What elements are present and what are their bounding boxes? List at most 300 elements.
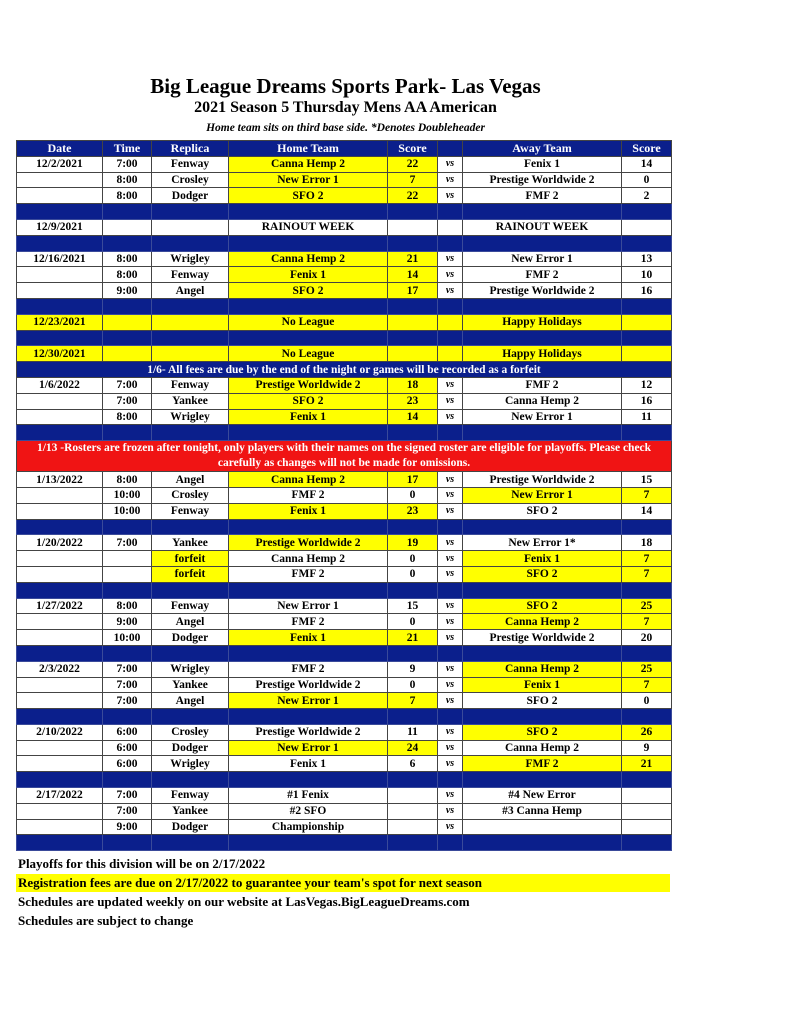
time-cell: 8:00 — [103, 409, 152, 425]
home-team-cell: FMF 2 — [229, 487, 388, 503]
table-row — [17, 535, 672, 551]
spacer-row — [17, 204, 672, 220]
away-team-cell: Canna Hemp 2 — [463, 740, 622, 756]
header-away-team: Away Team — [463, 141, 622, 157]
away-score-cell — [622, 219, 672, 235]
table-row — [17, 551, 672, 567]
table-row — [17, 819, 672, 835]
time-cell: 8:00 — [103, 472, 152, 488]
home-team-cell: Prestige Worldwide 2 — [229, 535, 388, 551]
table-row — [17, 803, 672, 819]
replica-cell: Fenway — [152, 377, 229, 393]
home-team-cell: Prestige Worldwide 2 — [229, 377, 388, 393]
home-team-cell: FMF 2 — [229, 661, 388, 677]
header-replica: Replica — [152, 141, 229, 157]
spacer-cell — [622, 425, 672, 441]
spacer-cell — [438, 235, 463, 251]
change-note: Schedules are subject to change — [18, 913, 194, 928]
time-cell: 10:00 — [103, 630, 152, 646]
spacer-cell — [229, 835, 388, 851]
table-row — [17, 472, 672, 488]
website-note: Schedules are updated weekly on our website at LasVegas.BigLeagueDreams.com — [18, 894, 470, 909]
header-vs — [438, 141, 463, 157]
replica-cell — [152, 219, 229, 235]
home-team-cell: #2 SFO — [229, 803, 388, 819]
away-team-cell: Happy Holidays — [463, 346, 622, 362]
away-team-cell — [463, 819, 622, 835]
table-row — [17, 677, 672, 693]
spacer-cell — [438, 330, 463, 346]
time-cell — [103, 566, 152, 582]
spacer-cell — [229, 772, 388, 788]
vs-cell: vs — [438, 677, 463, 693]
spacer-cell — [622, 835, 672, 851]
away-score-cell: 13 — [622, 251, 672, 267]
spacer-cell — [388, 330, 438, 346]
spacer-cell — [463, 330, 622, 346]
spacer-row — [17, 519, 672, 535]
away-team-cell: Prestige Worldwide 2 — [463, 472, 622, 488]
away-team-cell: Prestige Worldwide 2 — [463, 630, 622, 646]
spacer-cell — [229, 582, 388, 598]
spacer-cell — [622, 772, 672, 788]
date-cell: 1/20/2022 — [17, 535, 103, 551]
away-team-cell: Canna Hemp 2 — [463, 661, 622, 677]
table-row — [17, 314, 672, 330]
replica-cell: Wrigley — [152, 756, 229, 772]
vs-cell: vs — [438, 740, 463, 756]
away-team-cell: SFO 2 — [463, 693, 622, 709]
home-score-cell: 17 — [388, 283, 438, 299]
date-cell: 2/17/2022 — [17, 788, 103, 804]
time-cell: 7:00 — [103, 661, 152, 677]
spacer-cell — [17, 204, 103, 220]
date-cell: 1/13/2022 — [17, 472, 103, 488]
time-cell: 8:00 — [103, 172, 152, 188]
time-cell — [103, 314, 152, 330]
spacer-row — [17, 330, 672, 346]
away-team-cell: Prestige Worldwide 2 — [463, 283, 622, 299]
away-score-cell — [622, 788, 672, 804]
away-score-cell: 11 — [622, 409, 672, 425]
home-team-cell: SFO 2 — [229, 188, 388, 204]
table-row — [17, 503, 672, 519]
date-cell — [17, 188, 103, 204]
vs-cell: vs — [438, 788, 463, 804]
vs-cell: vs — [438, 693, 463, 709]
home-team-cell: Fenix 1 — [229, 630, 388, 646]
spacer-row — [17, 835, 672, 851]
spacer-row — [17, 582, 672, 598]
away-score-cell: 7 — [622, 487, 672, 503]
away-team-cell: #4 New Error — [463, 788, 622, 804]
away-score-cell: 25 — [622, 661, 672, 677]
table-row — [17, 614, 672, 630]
home-score-cell: 14 — [388, 267, 438, 283]
home-score-cell: 0 — [388, 677, 438, 693]
registration-note: Registration fees are due on 2/17/2022 to guarantee your team's spot for next season — [16, 874, 670, 892]
vs-cell: vs — [438, 156, 463, 172]
schedule-table — [16, 140, 672, 851]
home-team-cell: Canna Hemp 2 — [229, 251, 388, 267]
vs-cell: vs — [438, 724, 463, 740]
time-cell — [103, 551, 152, 567]
date-cell: 12/16/2021 — [17, 251, 103, 267]
spacer-cell — [388, 645, 438, 661]
away-score-cell: 7 — [622, 551, 672, 567]
time-cell: 7:00 — [103, 393, 152, 409]
spacer-cell — [17, 425, 103, 441]
date-cell: 12/30/2021 — [17, 346, 103, 362]
vs-cell: vs — [438, 393, 463, 409]
table-row — [17, 487, 672, 503]
spacer-cell — [438, 298, 463, 314]
home-team-cell: Championship — [229, 819, 388, 835]
date-cell — [17, 172, 103, 188]
page-title: Big League Dreams Sports Park- Las Vegas — [150, 74, 541, 98]
home-team-cell: #1 Fenix — [229, 788, 388, 804]
away-score-cell: 14 — [622, 503, 672, 519]
spacer-cell — [622, 582, 672, 598]
away-score-cell: 25 — [622, 598, 672, 614]
replica-cell: Dodger — [152, 819, 229, 835]
home-score-cell: 6 — [388, 756, 438, 772]
spacer-cell — [103, 298, 152, 314]
away-team-cell: Fenix 1 — [463, 677, 622, 693]
spacer-cell — [388, 235, 438, 251]
replica-cell: Angel — [152, 472, 229, 488]
vs-cell: vs — [438, 535, 463, 551]
spacer-cell — [438, 835, 463, 851]
away-score-cell: 21 — [622, 756, 672, 772]
replica-cell: Fenway — [152, 788, 229, 804]
spacer-cell — [388, 425, 438, 441]
home-team-cell: Fenix 1 — [229, 409, 388, 425]
spacer-cell — [463, 645, 622, 661]
spacer-cell — [388, 519, 438, 535]
spacer-cell — [229, 709, 388, 725]
vs-cell: vs — [438, 756, 463, 772]
home-score-cell: 19 — [388, 535, 438, 551]
date-cell — [17, 819, 103, 835]
replica-cell: Fenway — [152, 598, 229, 614]
spacer-cell — [152, 425, 229, 441]
home-team-cell: Prestige Worldwide 2 — [229, 677, 388, 693]
table-row — [17, 219, 672, 235]
spacer-cell — [103, 835, 152, 851]
home-score-cell: 23 — [388, 503, 438, 519]
spacer-cell — [463, 709, 622, 725]
vs-cell: vs — [438, 803, 463, 819]
spacer-row — [17, 425, 672, 441]
home-score-cell: 24 — [388, 740, 438, 756]
home-score-cell — [388, 346, 438, 362]
replica-cell: Fenway — [152, 156, 229, 172]
away-score-cell: 16 — [622, 283, 672, 299]
spacer-cell — [152, 298, 229, 314]
time-cell: 8:00 — [103, 188, 152, 204]
table-row — [17, 756, 672, 772]
spacer-cell — [152, 582, 229, 598]
away-team-cell: FMF 2 — [463, 756, 622, 772]
away-team-cell: SFO 2 — [463, 566, 622, 582]
replica-cell — [152, 314, 229, 330]
spacer-cell — [103, 772, 152, 788]
home-team-cell: New Error 1 — [229, 172, 388, 188]
date-cell — [17, 740, 103, 756]
home-score-cell: 0 — [388, 566, 438, 582]
time-cell: 8:00 — [103, 598, 152, 614]
spacer-cell — [152, 645, 229, 661]
home-score-cell — [388, 314, 438, 330]
home-score-cell: 0 — [388, 551, 438, 567]
home-score-cell: 22 — [388, 156, 438, 172]
spacer-cell — [388, 298, 438, 314]
replica-cell: Dodger — [152, 740, 229, 756]
home-score-cell: 21 — [388, 251, 438, 267]
spacer-cell — [438, 645, 463, 661]
home-score-cell — [388, 219, 438, 235]
vs-cell: vs — [438, 614, 463, 630]
replica-cell: Yankee — [152, 535, 229, 551]
spacer-cell — [17, 582, 103, 598]
table-row — [17, 267, 672, 283]
replica-cell — [152, 346, 229, 362]
away-score-cell: 10 — [622, 267, 672, 283]
replica-cell: Yankee — [152, 677, 229, 693]
notice-text: 1/13 -Rosters are frozen after tonight, only players with their names on the signed roster are eligible for playoffs. Please check carefully as changes will not be made for omissions. — [17, 441, 672, 472]
home-team-cell: Canna Hemp 2 — [229, 472, 388, 488]
spacer-cell — [17, 835, 103, 851]
date-cell — [17, 630, 103, 646]
time-cell: 7:00 — [103, 156, 152, 172]
header-date: Date — [17, 141, 103, 157]
spacer-cell — [388, 204, 438, 220]
replica-cell: Dodger — [152, 188, 229, 204]
date-cell — [17, 677, 103, 693]
home-score-cell — [388, 788, 438, 804]
away-score-cell — [622, 819, 672, 835]
home-team-cell: New Error 1 — [229, 740, 388, 756]
spacer-cell — [438, 425, 463, 441]
vs-cell: vs — [438, 819, 463, 835]
replica-cell: Fenway — [152, 267, 229, 283]
away-team-cell: SFO 2 — [463, 724, 622, 740]
date-cell: 2/3/2022 — [17, 661, 103, 677]
away-team-cell: Fenix 1 — [463, 156, 622, 172]
home-score-cell: 22 — [388, 188, 438, 204]
spacer-cell — [17, 330, 103, 346]
vs-cell: vs — [438, 409, 463, 425]
away-team-cell: New Error 1 — [463, 487, 622, 503]
vs-cell: vs — [438, 251, 463, 267]
away-score-cell: 0 — [622, 693, 672, 709]
playoffs-note: Playoffs for this division will be on 2/17/2022 — [18, 856, 266, 871]
vs-cell — [438, 219, 463, 235]
date-cell: 1/27/2022 — [17, 598, 103, 614]
spacer-cell — [17, 772, 103, 788]
vs-cell: vs — [438, 598, 463, 614]
home-team-cell: New Error 1 — [229, 693, 388, 709]
header-time: Time — [103, 141, 152, 157]
away-score-cell: 16 — [622, 393, 672, 409]
date-cell: 12/23/2021 — [17, 314, 103, 330]
home-score-cell: 23 — [388, 393, 438, 409]
spacer-cell — [152, 330, 229, 346]
page-subtitle: 2021 Season 5 Thursday Mens AA American — [194, 99, 497, 116]
roster-freeze-notice-row — [17, 441, 672, 472]
table-row — [17, 693, 672, 709]
time-cell: 7:00 — [103, 677, 152, 693]
replica-cell: Crosley — [152, 487, 229, 503]
spacer-cell — [152, 772, 229, 788]
replica-cell: Wrigley — [152, 409, 229, 425]
time-cell: 9:00 — [103, 283, 152, 299]
away-score-cell: 26 — [622, 724, 672, 740]
replica-cell: Dodger — [152, 630, 229, 646]
vs-cell: vs — [438, 487, 463, 503]
home-team-cell: RAINOUT WEEK — [229, 219, 388, 235]
spacer-cell — [622, 645, 672, 661]
spacer-cell — [152, 709, 229, 725]
home-score-cell — [388, 819, 438, 835]
spacer-cell — [622, 330, 672, 346]
spacer-cell — [17, 519, 103, 535]
date-cell — [17, 566, 103, 582]
away-score-cell: 0 — [622, 172, 672, 188]
vs-cell: vs — [438, 551, 463, 567]
spacer-cell — [463, 835, 622, 851]
spacer-cell — [103, 204, 152, 220]
replica-cell: Wrigley — [152, 251, 229, 267]
notice-text: 1/6- All fees are due by the end of the night or games will be recorded as a forfeit — [17, 362, 672, 378]
header-home-team: Home Team — [229, 141, 388, 157]
home-team-cell: SFO 2 — [229, 283, 388, 299]
spacer-row — [17, 709, 672, 725]
table-row — [17, 724, 672, 740]
spacer-cell — [229, 330, 388, 346]
spacer-cell — [622, 204, 672, 220]
spacer-cell — [229, 298, 388, 314]
spacer-cell — [152, 235, 229, 251]
away-team-cell: FMF 2 — [463, 188, 622, 204]
spacer-cell — [438, 519, 463, 535]
away-score-cell: 20 — [622, 630, 672, 646]
away-score-cell: 2 — [622, 188, 672, 204]
replica-cell: forfeit — [152, 566, 229, 582]
home-score-cell: 0 — [388, 614, 438, 630]
away-score-cell: 18 — [622, 535, 672, 551]
spacer-cell — [438, 709, 463, 725]
away-score-cell: 9 — [622, 740, 672, 756]
header-away-score: Score — [622, 141, 672, 157]
table-row — [17, 172, 672, 188]
away-team-cell: FMF 2 — [463, 377, 622, 393]
home-score-cell: 9 — [388, 661, 438, 677]
spacer-cell — [622, 709, 672, 725]
header-home-score: Score — [388, 141, 438, 157]
away-score-cell: 7 — [622, 614, 672, 630]
time-cell: 7:00 — [103, 377, 152, 393]
table-row — [17, 251, 672, 267]
vs-cell — [438, 314, 463, 330]
spacer-cell — [388, 709, 438, 725]
spacer-cell — [17, 298, 103, 314]
home-score-cell: 17 — [388, 472, 438, 488]
vs-cell: vs — [438, 188, 463, 204]
time-cell: 7:00 — [103, 803, 152, 819]
date-cell — [17, 283, 103, 299]
vs-cell: vs — [438, 503, 463, 519]
away-score-cell: 15 — [622, 472, 672, 488]
home-team-cell: Fenix 1 — [229, 503, 388, 519]
home-team-cell: Fenix 1 — [229, 756, 388, 772]
away-team-cell: #3 Canna Hemp — [463, 803, 622, 819]
spacer-row — [17, 235, 672, 251]
table-row — [17, 156, 672, 172]
home-score-cell — [388, 803, 438, 819]
away-team-cell: FMF 2 — [463, 267, 622, 283]
table-row — [17, 661, 672, 677]
spacer-cell — [463, 235, 622, 251]
replica-cell: Yankee — [152, 393, 229, 409]
home-score-cell: 7 — [388, 693, 438, 709]
spacer-cell — [622, 298, 672, 314]
date-cell: 2/10/2022 — [17, 724, 103, 740]
vs-cell: vs — [438, 283, 463, 299]
replica-cell: Fenway — [152, 503, 229, 519]
spacer-cell — [17, 235, 103, 251]
spacer-cell — [17, 709, 103, 725]
date-cell: 12/2/2021 — [17, 156, 103, 172]
spacer-cell — [229, 645, 388, 661]
replica-cell: Wrigley — [152, 661, 229, 677]
table-row — [17, 598, 672, 614]
time-cell — [103, 219, 152, 235]
away-team-cell: Happy Holidays — [463, 314, 622, 330]
spacer-cell — [152, 519, 229, 535]
home-team-cell: SFO 2 — [229, 393, 388, 409]
away-team-cell: RAINOUT WEEK — [463, 219, 622, 235]
away-team-cell: Prestige Worldwide 2 — [463, 172, 622, 188]
home-team-cell: Prestige Worldwide 2 — [229, 724, 388, 740]
away-score-cell: 12 — [622, 377, 672, 393]
replica-cell: Crosley — [152, 172, 229, 188]
vs-cell: vs — [438, 566, 463, 582]
header-note: Home team sits on third base side. *Denotes Doubleheader — [206, 122, 485, 134]
time-cell — [103, 346, 152, 362]
home-team-cell: New Error 1 — [229, 598, 388, 614]
home-score-cell: 15 — [388, 598, 438, 614]
away-team-cell: SFO 2 — [463, 503, 622, 519]
spacer-cell — [622, 519, 672, 535]
home-team-cell: Canna Hemp 2 — [229, 156, 388, 172]
home-team-cell: Canna Hemp 2 — [229, 551, 388, 567]
time-cell: 10:00 — [103, 487, 152, 503]
home-team-cell: FMF 2 — [229, 614, 388, 630]
replica-cell: Angel — [152, 614, 229, 630]
vs-cell — [438, 346, 463, 362]
spacer-cell — [103, 519, 152, 535]
spacer-cell — [463, 519, 622, 535]
date-cell — [17, 614, 103, 630]
away-score-cell — [622, 803, 672, 819]
table-row — [17, 188, 672, 204]
vs-cell: vs — [438, 630, 463, 646]
table-row — [17, 409, 672, 425]
home-score-cell: 11 — [388, 724, 438, 740]
vs-cell: vs — [438, 661, 463, 677]
